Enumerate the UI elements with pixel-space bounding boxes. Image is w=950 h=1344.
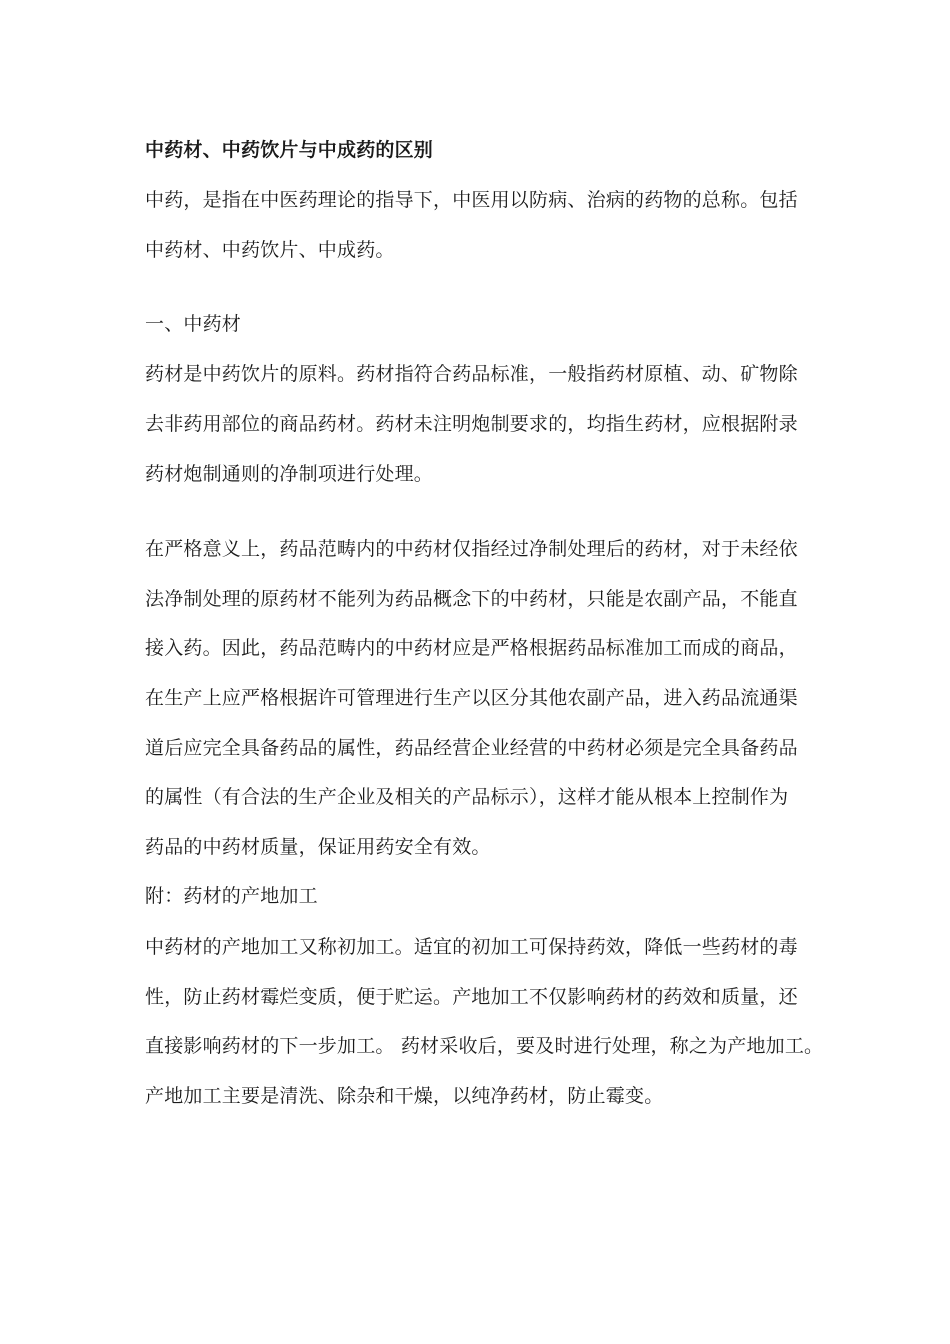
section-heading: 一、中药材 xyxy=(145,313,242,335)
paragraph2-line-3: 接入药。因此，药品范畴内的中药材应是严格根据药品标准加工而成的商品， xyxy=(145,637,798,659)
appendix-line-3: 直接影响药材的下一步加工。 药材采收后，要及时进行处理，称之为产地加工。 xyxy=(145,1035,824,1057)
appendix-line-2: 性，防止药材霉烂变质，便于贮运。产地加工不仅影响药材的药效和质量，还 xyxy=(145,986,798,1008)
paragraph2-line-2: 法净制处理的原药材不能列为药品概念下的中药材，只能是农副产品，不能直 xyxy=(145,588,798,610)
appendix-line-1: 中药材的产地加工又称初加工。适宜的初加工可保持药效，降低一些药材的毒 xyxy=(145,936,798,958)
appendix-heading: 附：药材的产地加工 xyxy=(145,885,318,907)
paragraph2-line-6: 的属性（有合法的生产企业及相关的产品标示），这样才能从根本上控制作为 xyxy=(145,786,789,808)
paragraph1-line-2: 去非药用部位的商品药材。药材未注明炮制要求的，均指生药材，应根据附录 xyxy=(145,413,798,435)
paragraph2-line-1: 在严格意义上，药品范畴内的中药材仅指经过净制处理后的药材，对于未经依 xyxy=(145,538,798,560)
intro-line-1: 中药，是指在中医药理论的指导下，中医用以防病、治病的药物的总称。包括 xyxy=(145,189,798,211)
paragraph1-line-3: 药材炮制通则的净制项进行处理。 xyxy=(145,463,434,485)
paragraph1-line-1: 药材是中药饮片的原料。药材指符合药品标准，一般指药材原植、动、矿物除 xyxy=(145,363,798,385)
intro-line-2: 中药材、中药饮片、中成药。 xyxy=(145,239,395,261)
appendix-line-4: 产地加工主要是清洗、除杂和干燥，以纯净药材，防止霉变。 xyxy=(145,1085,664,1107)
document-title: 中药材、中药饮片与中成药的区别 xyxy=(145,139,434,161)
paragraph2-line-4: 在生产上应严格根据许可管理进行生产以区分其他农副产品，进入药品流通渠 xyxy=(145,687,798,709)
paragraph2-line-5: 道后应完全具备药品的属性，药品经营企业经营的中药材必须是完全具备药品 xyxy=(145,737,798,759)
paragraph2-line-7: 药品的中药材质量，保证用药安全有效。 xyxy=(145,836,491,858)
